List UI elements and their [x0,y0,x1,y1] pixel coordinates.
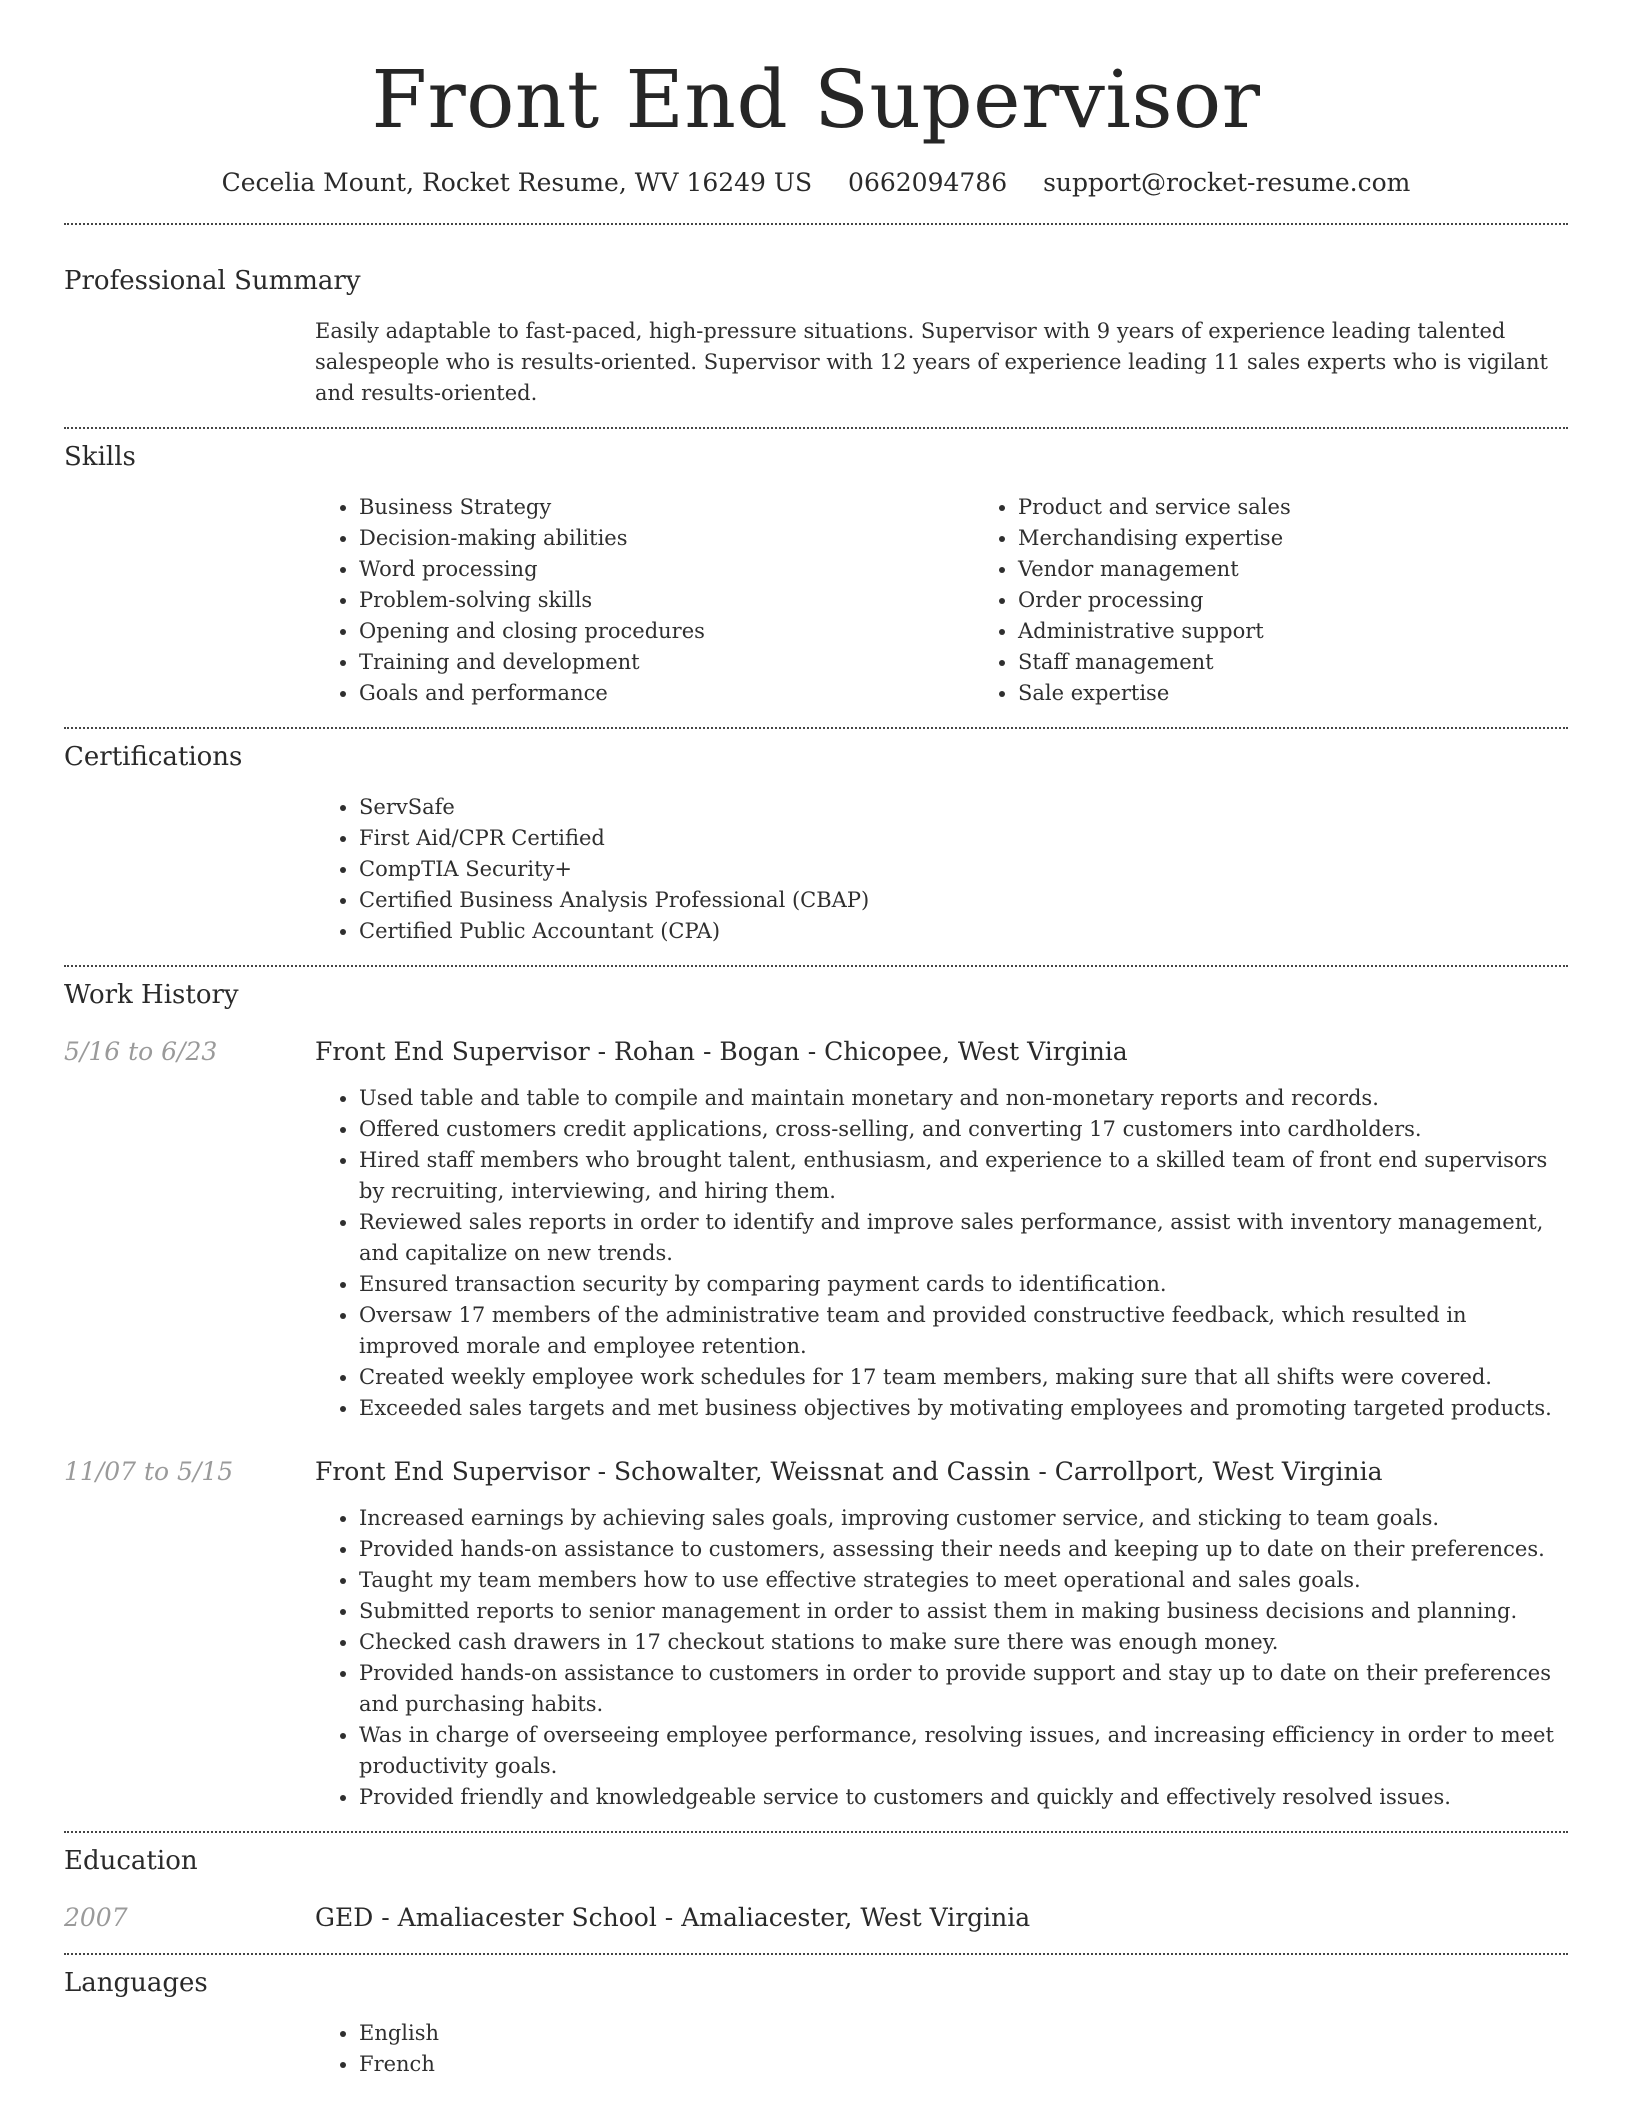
contact-phone: 0662094786 [848,168,1008,197]
certification-item: • Certified Business Analysis Professional (CBAP) [359,885,1568,916]
divider [64,965,1568,967]
skills-column-2 [974,492,1632,709]
job-bullet: • Reviewed sales reports in order to identify and improve sales performance, assist with inventory management, and capitalize on new trends. [359,1207,1568,1269]
education-entry [64,1901,1568,1935]
job-bullet: • Increased earnings by achieving sales goals, improving customer service, and sticking to team goals. [359,1503,1568,1534]
job-bullet: • Oversaw 17 members of the administrative team and provided constructive feedback, which resulted in improved morale and employee retention. [359,1300,1568,1362]
languages-right [315,2018,1568,2080]
job-details [315,1455,1568,1813]
languages-left [64,2018,315,2080]
education-heading: Education [64,1846,198,1876]
summary-heading: Professional Summary [64,266,361,296]
summary-text: Easily adaptable to fast-paced, high-pressure situations. Supervisor with 9 years of experience leading talented salespeople who is results-oriented. Supervisor with 12 years of experience leading 11 sales experts who is vigilant and results-oriented. [315,319,1548,405]
job-bullet: • Hired staff members who brought talent, enthusiasm, and experience to a skilled team of front end supervisors by recruiting, interviewing, and hiring them. [359,1145,1568,1207]
languages-list [315,2018,1568,2080]
certifications-heading: Certifications [64,742,243,772]
divider [64,223,1568,225]
job-dates: 11/07 to 5/15 [64,1457,234,1486]
resume-title: Front End Supervisor [371,53,1261,146]
divider [64,1953,1568,1955]
skills-grid [315,492,1632,709]
certifications-left [64,792,315,947]
skill-item: • Goals and performance [359,678,974,709]
job-bullet: • Taught my team members how to use effective strategies to meet operational and sales goals. [359,1565,1568,1596]
certifications-row [64,792,1568,947]
job-bullet: • Created weekly employee work schedules for 17 team members, making sure that all shifts were covered. [359,1362,1568,1393]
job-bullet: • Exceeded sales targets and met business objectives by motivating employees and promoting targeted products. [359,1393,1568,1424]
job-entry [64,1035,1568,1424]
job-bullet: • Ensured transaction security by comparing payment cards to identification. [359,1269,1568,1300]
job-bullet: • Offered customers credit applications, cross-selling, and converting 17 customers into cardholders. [359,1114,1568,1145]
skills-column-1 [315,492,974,709]
skill-item: • Word processing [359,554,974,585]
skill-item: • Opening and closing procedures [359,616,974,647]
divider [64,1831,1568,1833]
languages-row [64,2018,1568,2080]
summary-left [64,316,315,409]
job-bullet: • Provided hands-on assistance to customers in order to provide support and stay up to date on their preferences and purchasing habits. [359,1658,1568,1720]
education-year: 2007 [64,1903,128,1932]
job-bullets [315,1083,1568,1424]
language-item: • French [359,2049,1568,2080]
skill-item: • Training and development [359,647,974,678]
certification-item: • First Aid/CPR Certified [359,823,1568,854]
certification-item: • Certified Public Accountant (CPA) [359,916,1568,947]
job-title: Front End Supervisor - Rohan - Bogan - Chicopee, West Virginia [315,1037,1128,1066]
work-history-heading: Work History [64,980,239,1010]
resume-page [64,0,1568,2080]
job-details [315,1035,1568,1424]
skill-item: • Vendor management [1018,554,1632,585]
certification-item: • ServSafe [359,792,1568,823]
skills-row [64,492,1568,709]
skill-item: • Product and service sales [1018,492,1632,523]
summary-row [64,316,1568,409]
language-item: • English [359,2018,1568,2049]
job-bullet: • Used table and table to compile and maintain monetary and non-monetary reports and records. [359,1083,1568,1114]
contact-address: Cecelia Mount, Rocket Resume, WV 16249 US [221,168,813,197]
job-bullet: • Was in charge of overseeing employee performance, resolving issues, and increasing efficiency in order to meet productivity goals. [359,1720,1568,1782]
job-bullet: • Provided hands-on assistance to customers, assessing their needs and keeping up to date on their preferences. [359,1534,1568,1565]
skills-heading: Skills [64,442,136,472]
skill-item: • Sale expertise [1018,678,1632,709]
languages-heading: Languages [64,1968,208,1998]
skill-item: • Business Strategy [359,492,974,523]
certification-item: • CompTIA Security+ [359,854,1568,885]
certifications-list [315,792,1568,947]
job-bullet: • Submitted reports to senior management in order to assist them in making business decisions and planning. [359,1596,1568,1627]
job-bullet: • Provided friendly and knowledgeable service to customers and quickly and effectively resolved issues. [359,1782,1568,1813]
skill-item: • Merchandising expertise [1018,523,1632,554]
contact-line [64,166,1568,200]
contact-email: support@rocket-resume.com [1043,168,1411,197]
job-bullet: • Checked cash drawers in 17 checkout stations to make sure there was enough money. [359,1627,1568,1658]
divider [64,727,1568,729]
job-dates: 5/16 to 6/23 [64,1037,218,1066]
skill-item: • Staff management [1018,647,1632,678]
job-entry [64,1455,1568,1813]
job-title: Front End Supervisor - Schowalter, Weissnat and Cassin - Carrollport, West Virginia [315,1457,1383,1486]
certifications-right [315,792,1568,947]
skill-item: • Problem-solving skills [359,585,974,616]
skill-item: • Order processing [1018,585,1632,616]
education-details: GED - Amaliacester School - Amaliacester, West Virginia [315,1903,1031,1932]
skill-item: • Decision-making abilities [359,523,974,554]
skills-left [64,492,315,709]
divider [64,427,1568,429]
job-bullets [315,1503,1568,1813]
skill-item: • Administrative support [1018,616,1632,647]
